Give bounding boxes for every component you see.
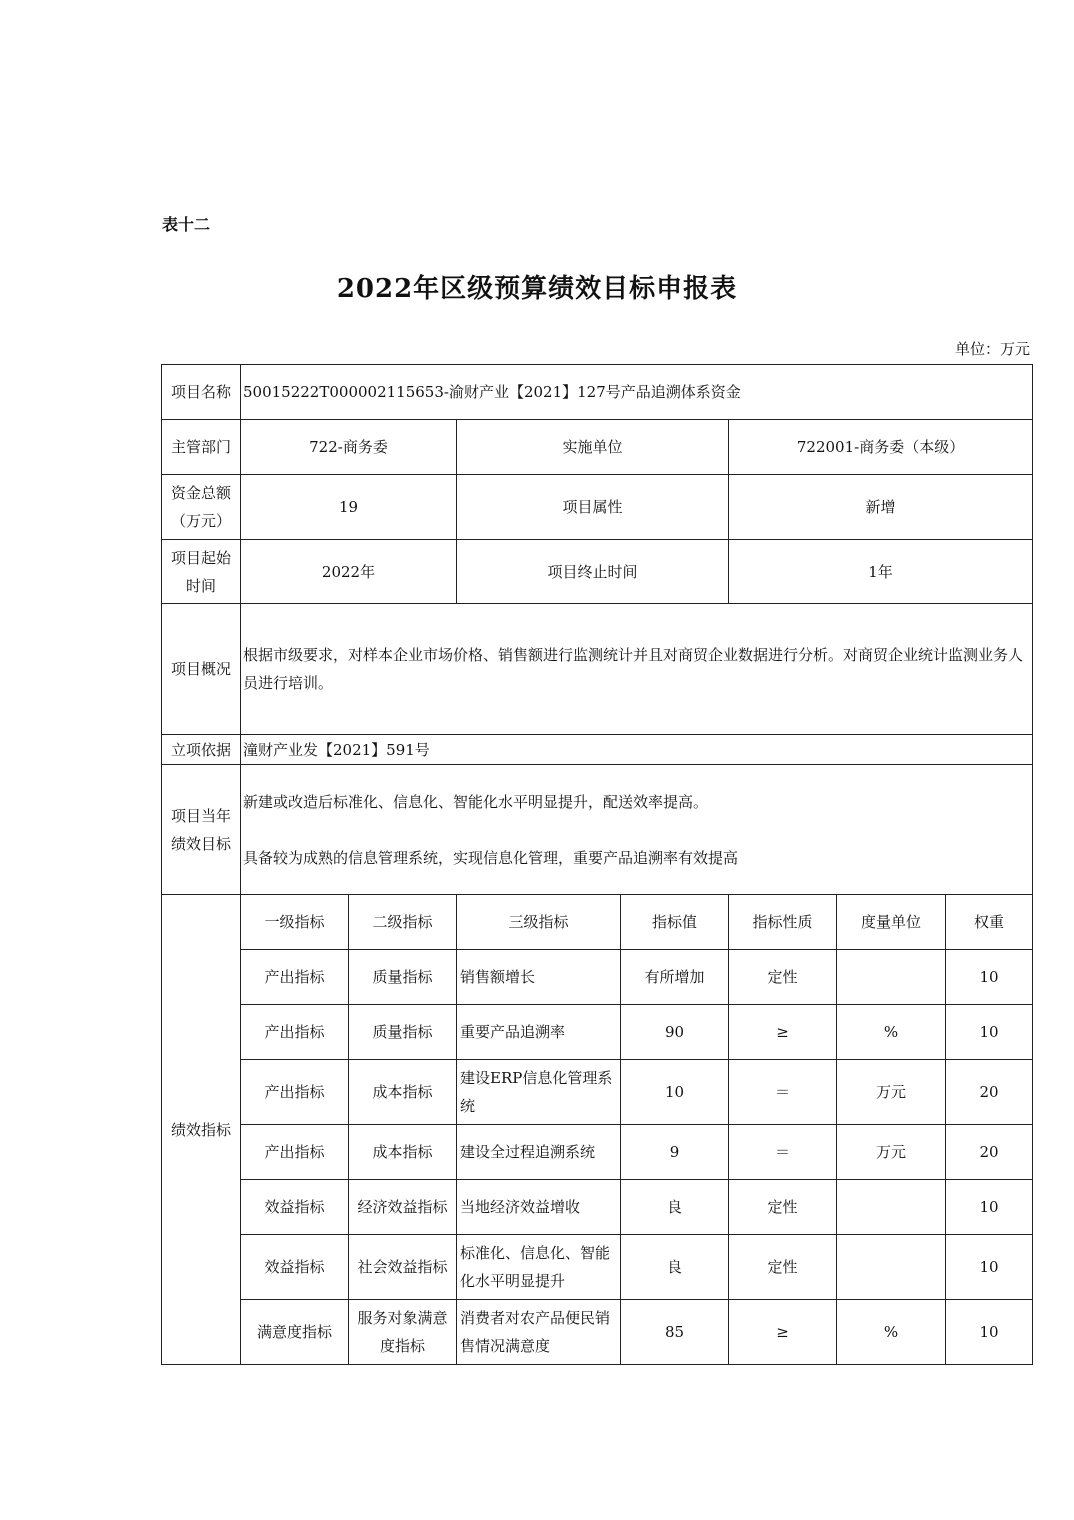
table-number: 表十二 <box>162 215 211 234</box>
attr-label: 项目属性 <box>457 475 729 540</box>
value-cell: 良 <box>621 1235 729 1300</box>
fund-label <box>162 475 241 540</box>
header-nature: 指标性质 <box>729 895 837 950</box>
unit-cell <box>837 1180 946 1235</box>
unit-cell: % <box>837 1300 946 1365</box>
weight-cell: 20 <box>946 1060 1033 1125</box>
indicator-header-row <box>162 895 1033 950</box>
weight-cell: 20 <box>946 1125 1033 1180</box>
value-cell: 良 <box>621 1180 729 1235</box>
level1-cell: 满意度指标 <box>241 1300 349 1365</box>
level2-cell: 服务对象满意度指标 <box>349 1300 457 1365</box>
nature-cell: ≥ <box>729 1005 837 1060</box>
summary-label: 项目概况 <box>162 604 241 735</box>
level3-cell: 重要产品追溯率 <box>457 1005 621 1060</box>
level1-cell: 效益指标 <box>241 1180 349 1235</box>
start-label-line2: 时间 <box>185 576 216 595</box>
level2-cell: 质量指标 <box>349 1005 457 1060</box>
start-label <box>162 540 241 604</box>
fund-label-line2: （万元） <box>170 512 231 530</box>
unit-cell: % <box>837 1005 946 1060</box>
row-project-name <box>162 365 1033 420</box>
level1-cell: 产出指标 <box>241 950 349 1005</box>
goal-label <box>162 765 241 895</box>
level2-cell: 经济效益指标 <box>349 1180 457 1235</box>
unit-label: 单位：万元 <box>954 340 1030 358</box>
table-row <box>162 1125 1033 1180</box>
unit-cell: 万元 <box>837 1060 946 1125</box>
value-cell: 90 <box>621 1005 729 1060</box>
table-row <box>162 1180 1033 1235</box>
nature-cell: ≥ <box>729 1300 837 1365</box>
table-row <box>162 1300 1033 1365</box>
value-cell: 10 <box>621 1060 729 1125</box>
budget-performance-table <box>161 364 1033 1365</box>
header-level1: 一级指标 <box>241 895 349 950</box>
header-value: 指标值 <box>621 895 729 950</box>
level3-cell: 标准化、信息化、智能化水平明显提升 <box>457 1235 621 1300</box>
weight-cell: 10 <box>946 1235 1033 1300</box>
header-level3: 三级指标 <box>457 895 621 950</box>
row-goal <box>162 765 1033 895</box>
summary-value: 根据市级要求，对样本企业市场价格、销售额进行监测统计并且对商贸企业数据进行分析。对商贸企业统计监测业务人员进行培训。 <box>241 604 1033 735</box>
level2-cell: 成本指标 <box>349 1060 457 1125</box>
table-row <box>162 1235 1033 1300</box>
start-value: 2022年 <box>241 540 457 604</box>
start-label-line1: 项目起始 <box>170 548 231 567</box>
weight-cell: 10 <box>946 1005 1033 1060</box>
project-name-value: 50015222T000002115653-渝财产业【2021】127号产品追溯体系资金 <box>241 365 1033 420</box>
goal-label-line1: 项目当年 <box>170 806 231 825</box>
nature-cell: 定性 <box>729 950 837 1005</box>
unit-cell <box>837 950 946 1005</box>
level1-cell: 产出指标 <box>241 1005 349 1060</box>
impl-value: 722001-商务委（本级） <box>729 420 1033 475</box>
dept-value: 722-商务委 <box>241 420 457 475</box>
header-level2: 二级指标 <box>349 895 457 950</box>
level3-cell: 消费者对农产品便民销售情况满意度 <box>457 1300 621 1365</box>
unit-cell: 万元 <box>837 1125 946 1180</box>
row-time <box>162 540 1033 604</box>
row-fund <box>162 475 1033 540</box>
document-title: 2022年区级预算绩效目标申报表 <box>336 274 738 304</box>
attr-value: 新增 <box>729 475 1033 540</box>
level3-cell: 当地经济效益增收 <box>457 1180 621 1235</box>
fund-value: 19 <box>241 475 457 540</box>
level2-cell: 社会效益指标 <box>349 1235 457 1300</box>
row-basis <box>162 735 1033 765</box>
value-cell: 85 <box>621 1300 729 1365</box>
nature-cell: ＝ <box>729 1125 837 1180</box>
weight-cell: 10 <box>946 1300 1033 1365</box>
end-value: 1年 <box>729 540 1033 604</box>
nature-cell: 定性 <box>729 1180 837 1235</box>
unit-cell <box>837 1235 946 1300</box>
impl-label: 实施单位 <box>457 420 729 475</box>
goal-label-line2: 绩效目标 <box>170 834 231 853</box>
level1-cell: 产出指标 <box>241 1060 349 1125</box>
row-summary <box>162 604 1033 735</box>
level3-cell: 建设ERP信息化管理系统 <box>457 1060 621 1125</box>
level2-cell: 质量指标 <box>349 950 457 1005</box>
row-department <box>162 420 1033 475</box>
header-weight: 权重 <box>946 895 1033 950</box>
level3-cell: 销售额增长 <box>457 950 621 1005</box>
end-label: 项目终止时间 <box>457 540 729 604</box>
nature-cell: 定性 <box>729 1235 837 1300</box>
project-name-label: 项目名称 <box>162 365 241 420</box>
table-row <box>162 1060 1033 1125</box>
basis-label: 立项依据 <box>162 735 241 765</box>
weight-cell: 10 <box>946 1180 1033 1235</box>
weight-cell: 10 <box>946 950 1033 1005</box>
nature-cell: ＝ <box>729 1060 837 1125</box>
goal-line-2: 具备较为成熟的信息管理系统，实现信息化管理，重要产品追溯率有效提高 <box>243 848 739 867</box>
level2-cell: 成本指标 <box>349 1125 457 1180</box>
dept-label: 主管部门 <box>162 420 241 475</box>
value-cell: 有所增加 <box>621 950 729 1005</box>
header-unit: 度量单位 <box>837 895 946 950</box>
value-cell: 9 <box>621 1125 729 1180</box>
level3-cell: 建设全过程追溯系统 <box>457 1125 621 1180</box>
basis-value: 潼财产业发【2021】591号 <box>241 735 1033 765</box>
indicators-section-label: 绩效指标 <box>162 895 241 1365</box>
goal-value <box>241 765 1033 895</box>
fund-label-line1: 资金总额 <box>170 484 231 502</box>
level1-cell: 产出指标 <box>241 1125 349 1180</box>
level1-cell: 效益指标 <box>241 1235 349 1300</box>
table-row <box>162 1005 1033 1060</box>
goal-line-1: 新建或改造后标准化、信息化、智能化水平明显提升，配送效率提高。 <box>243 792 709 811</box>
table-row <box>162 950 1033 1005</box>
